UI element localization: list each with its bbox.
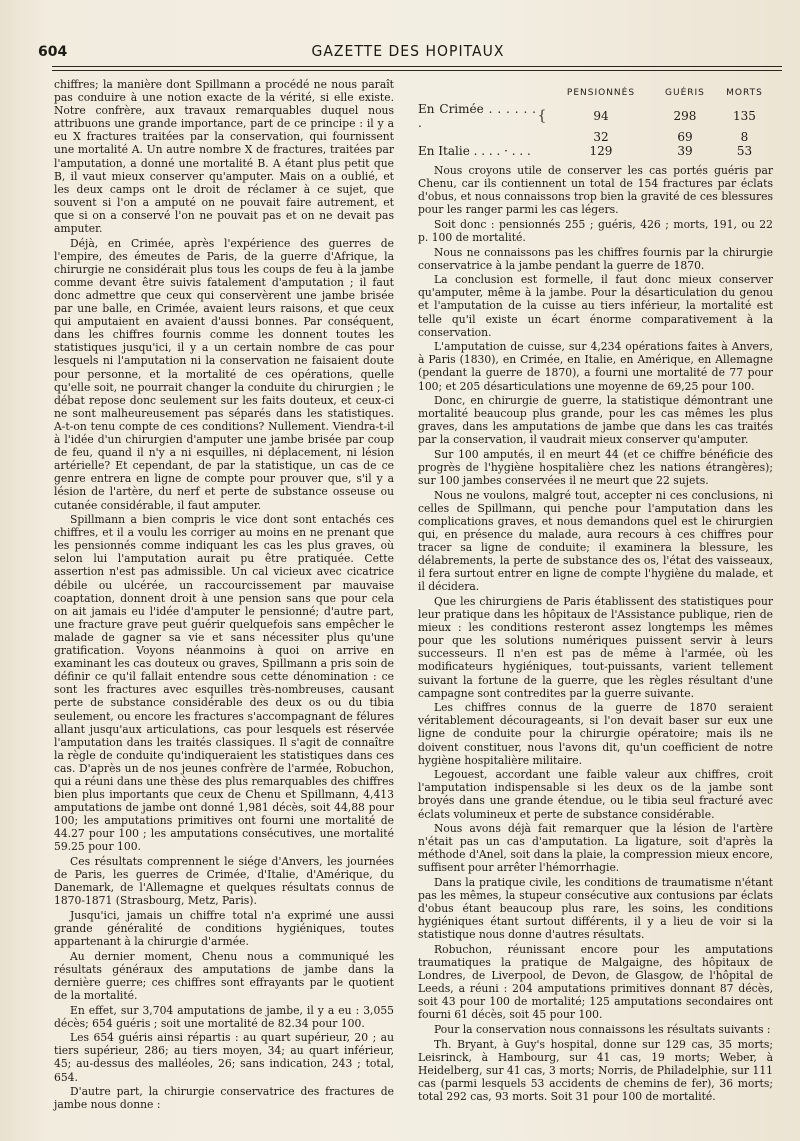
header-rule	[52, 66, 782, 67]
row-label: En Crimée . . . . . . .	[418, 102, 536, 130]
table-header-spacer	[536, 86, 548, 102]
cell-value: 135	[733, 109, 756, 123]
paragraph: Donc, en chirurgie de guerre, la statistique démontrant une mortalité beaucoup plus grande, pour les cas mêmes les plus graves, dans les amputations de jambe que dans les cas traités par la conservation, il vaudrait mieux conserver qu'amputer.	[418, 394, 773, 447]
cell-value: 32	[593, 130, 609, 144]
paragraph: Robuchon, réunissant encore pour les amputations traumatiques la pratique de Malgaigne, des hôpitaux de Londres, de Liverpool, de Devon, de Glasgow, de l'hôpital de Leeds, a réuni : 204 amputations primitives donnant 87 décès, soit 43 pour 100 de mortalité; 125 amputations secondaires ont fourni 61 décès, soit 45 pour 100.	[418, 942, 773, 1022]
paragraph: Sur 100 amputés, il en meurt 44 (et ce chiffre bénéficie des progrès de l'hygiène hospitalière chez les nations étrangères); sur 100 jambes conservées il ne meurt que 22 sujets.	[418, 447, 773, 488]
table-header-gueris: GUÉRIS	[665, 88, 705, 98]
paragraph: Les chiffres connus de la guerre de 1870 seraient véritablement décourageants, si l'on devait baser sur eux une ligne de conduite pour la chirurgie opératoire; mais ils ne doivent constituer, nous l'avons dit, qu'un coefficient de notre hygiène hospitalière militaire.	[418, 701, 773, 767]
right-column	[418, 86, 773, 1105]
table-header-morts: MORTS	[726, 88, 763, 98]
left-column	[54, 78, 394, 1113]
cell-value: 53	[736, 144, 753, 158]
paragraph: Déjà, en Crimée, après l'expérience des guerres de l'empire, des émeutes de Paris, de la guerre d'Afrique, la chirurgie ne considérait plus tous les coups de feu à la jambe comme devant être suivis fatalement d'amputation ; il faut donc admettre que ceux qui conservèrent une jambe brisée par une balle, en Crimée, avaient leurs raisons, et que ceux qui amputaient en avaient d'aussi bonnes. Par conséquent, dans les chiffres fournis comme les donnent toutes les statistiques jusqu'ici, il y a un certain nombre de cas pour lesquels ni l'amputation ni la conservation ne faisaient doute pour personne, et la mortalité de ces opérations, quelle qu'elle soit, ne pourrait changer la conduite du chirurgien ; le débat repose donc seulement sur les faits douteux, et ceux-ci ne sont malheureusement pas séparés dans les statistiques. A-t-on tenu compte de ces conditions? Nullement. Viendra-t-il à l'idée d'un chirurgien d'amputer une jambe brisée par coup de feu, quand il n'y a ni esquilles, ni déplacement, ni lésion artérielle? Et cependant, de par la statistique, un cas de ce genre entrera en ligne de compte pour prouver que, s'il y a lésion de l'artère, du nerf et perte de substance osseuse ou cutanée considérable, il faut amputer.	[54, 236, 394, 512]
row-label	[418, 130, 536, 144]
page-header	[38, 44, 778, 66]
paragraph: Nous croyons utile de conserver les cas portés guéris par Chenu, car ils contiennent un total de 154 fractures par éclats d'obus, et nous connaissons trop bien la gravité de ces blessures pour les ranger parmi les cas légers.	[418, 164, 773, 217]
paragraph: Nous ne connaissons pas les chiffres fournis par la chirurgie conservatrice à la jambe pendant la guerre de 1870.	[418, 245, 773, 272]
paragraph: Les 654 guéris ainsi répartis : au quart supérieur, 20 ; au tiers supérieur, 286; au tiers moyen, 34; au quart inférieur, 45; au-dessus des malléoles, 26; sans indication, 243 ; total, 654.	[54, 1031, 394, 1084]
paragraph: chiffres; la manière dont Spillmann a procédé ne nous paraît pas conduire à une notion exacte de la vérité, si elle existe. Notre confrère, aux travaux remarquables duquel nous attribuons une grande importance, part de ce principe : il y a eu X fractures traitées par la conservation, qui fournissent une mortalité A. Un autre nombre X de fractures, traitées par l'amputation, a donné une mortalité B. A étant plus petit que B, il vaut mieux conserver qu'amputer. Mais on a oublié, et les deux camps ont le droit de réclamer à ce sujet, que souvent si l'on a amputé on ne pouvait faire autrement, et que si on a conservé l'on ne pouvait pas et on ne devait pas amputer.	[54, 78, 394, 236]
table-row	[418, 102, 773, 130]
cell-value: 298	[673, 109, 697, 123]
paragraph: La conclusion est formelle, il faut donc mieux conserver qu'amputer, même à la jambe. Pour la désarticulation du genou et l'amputation de la cuisse au tiers inférieur, la mortalité est telle qu'il existe un écart énorme comparativement à la conservation.	[418, 273, 773, 339]
paragraph: En effet, sur 3,704 amputations de jambe, il y a eu : 3,055 décès; 654 guéris ; soit une mortalité de 82.34 pour 100.	[54, 1003, 394, 1030]
paragraph: Nous avons déjà fait remarquer que la lésion de l'artère n'était pas un cas d'amputation. La ligature, soit d'après la méthode d'Anel, soit dans la plaie, la compression mieux encore, suffisent pour arrêter l'hémorrhagie.	[418, 822, 773, 875]
header-rule-thin	[52, 70, 782, 71]
row-label: En Italie . . . . · . . .	[418, 144, 531, 158]
row-brace	[536, 130, 548, 144]
table-row	[418, 130, 773, 144]
paragraph: Pour la conservation nous connaissons les résultats suivants :	[434, 1023, 771, 1036]
table-header-pensionnes: PENSIONNÉS	[566, 88, 636, 98]
running-title: GAZETTE DES HOPITAUX	[311, 43, 505, 61]
paragraph: Jusqu'ici, jamais un chiffre total n'a exprimé une aussi grande généralité de conditions hygiéniques, toutes appartenant à la chirurgie d'armée.	[54, 908, 394, 949]
cell-value: 94	[593, 109, 609, 123]
cell-value: 8	[740, 130, 749, 144]
paragraph: Soit donc : pensionnés 255 ; guéris, 426 ; morts, 191, ou 22 p. 100 de mortalité.	[418, 217, 773, 244]
cell-value: 39	[677, 144, 693, 158]
cell-value: 69	[677, 130, 693, 144]
paragraph: Que les chirurgiens de Paris établissent des statistiques pour leur pratique dans les hôpitaux de l'Assistance publique, rien de mieux : les conditions resteront assez longtemps les mêmes pour que les solutions numériques puissent servir à leurs successeurs. Il n'en est pas de même à l'armée, où les modificateurs hygiéniques, tout-puissants, varient tellement suivant la fortune de la guerre, que les règles résultant d'une campagne sont contredites par la guerre suivante.	[418, 595, 773, 700]
paragraph: Dans la pratique civile, les conditions de traumatisme n'étant pas les mêmes, la stupeur consécutive aux contusions par éclats d'obus étant beaucoup plus rare, les soins, les conditions hygiéniques étant surtout différents, il y a lieu de voir si la statistique nous donne d'autres résultats.	[418, 875, 773, 942]
table-row	[418, 144, 773, 158]
paragraph: Legouest, accordant une faible valeur aux chiffres, croit l'amputation indispensable si les deux os de la jambe sont broyés dans une grande étendue, ou le tibia seul fracturé avec éclats volumineux et perte de substance considérable.	[418, 768, 773, 821]
paragraph: D'autre part, la chirurgie conservatrice des fractures de jambe nous donne :	[54, 1085, 394, 1112]
paragraph: L'amputation de cuisse, sur 4,234 opérations faites à Anvers, à Paris (1830), en Crimée, en Italie, en Amérique, en Allemagne (pendant la guerre de 1870), a fourni une mortalité de 77 pour 100; et 205 désarticulations une moyenne de 69,25 pour 100.	[418, 340, 773, 393]
table-header-spacer	[418, 86, 536, 102]
row-brace: {	[537, 108, 547, 124]
paragraph: Spillmann a bien compris le vice dont sont entachés ces chiffres, et il a voulu les corriger au moins en ne prenant que les pensionnés comme indiquant les cas les plus graves, où selon lui l'amputation aurait pu être pratiquée. Cette assertion n'est pas admissible. Un cal vicieux avec cicatrice débile ou ulcérée, un raccourcissement par mauvaise coaptation, donnent droit à une pension sans que pour cela on ait jamais eu l'idée d'amputer le pensionné; d'autre part, une fracture grave peut guérir quelquefois sans empêcher le malade de gagner sa vie et sans nécessiter plus qu'une gratification. Voyons néanmoins à quoi on arrive en examinant les cas douteux ou graves, Spillmann a pris soin de définir ce qu'il fallait entendre sous cette dénomination : ce sont les fractures avec esquilles très-nombreuses, causant perte de substance considérable des deux os ou du tibia seulement, ou encore les fractures s'accompagnant de félures allant jusqu'aux articulations, cas pour lesquels est réservée l'amputation dans les traités classiques. Il s'agit de connaître la règle de conduite qu'indiqueraient les statistiques dans ces cas. D'après un de nos jeunes confrère de l'armée, Robuchon, qui a réuni dans une thèse des plus remarquables des chiffres bien plus importants que ceux de Chenu et Spillmann, 4,413 amputations de jambe ont donné 1,981 décès, soit 44,88 pour 100; les amputations primitives ont fourni une mortalité de 44.27 pour 100 ; les amputations consécutives, une mortalité 59.25 pour 100.	[54, 513, 394, 854]
paragraph: Nous ne voulons, malgré tout, accepter ni ces conclusions, ni celles de Spillmann, qui penche pour l'amputation dans les complications graves, et nous demandons quel est le chirurgien qui, en présence du malade, aura recours à ces chiffres pour tracer sa ligne de conduite; il examinera la blessure, les délabrements, la perte de substance des os, l'état des vaisseaux, il fera surtout entrer en ligne de compte l'hygiène du malade, et il décidera.	[418, 488, 773, 594]
paragraph: Au dernier moment, Chenu nous a communiqué les résultats généraux des amputations de jambe dans la dernière guerre; ces chiffres sont effrayants par le quotient de la mortalité.	[54, 949, 394, 1002]
stats-table	[418, 86, 773, 158]
page-number: 604	[38, 44, 68, 60]
paragraph: Th. Bryant, à Guy's hospital, donne sur 129 cas, 35 morts; Leisrinck, à Hambourg, sur 41 cas, 19 morts; Weber, à Heidelberg, sur 41 cas, 3 morts; Norris, de Philadelphie, sur 111 cas (parmi lesquels 53 accidents de chemins de fer), 36 morts; total 292 cas, 93 morts. Soit 31 pour 100 de mortalité.	[418, 1037, 773, 1103]
cell-value: 129	[589, 144, 613, 158]
paragraph: Ces résultats comprennent le siége d'Anvers, les journées de Paris, les guerres de Crimée, d'Italie, d'Amérique, du Danemark, de l'Allemagne et quelques résultats connus de 1870-1871 (Strasbourg, Metz, Paris).	[54, 855, 394, 908]
row-brace	[536, 144, 548, 158]
